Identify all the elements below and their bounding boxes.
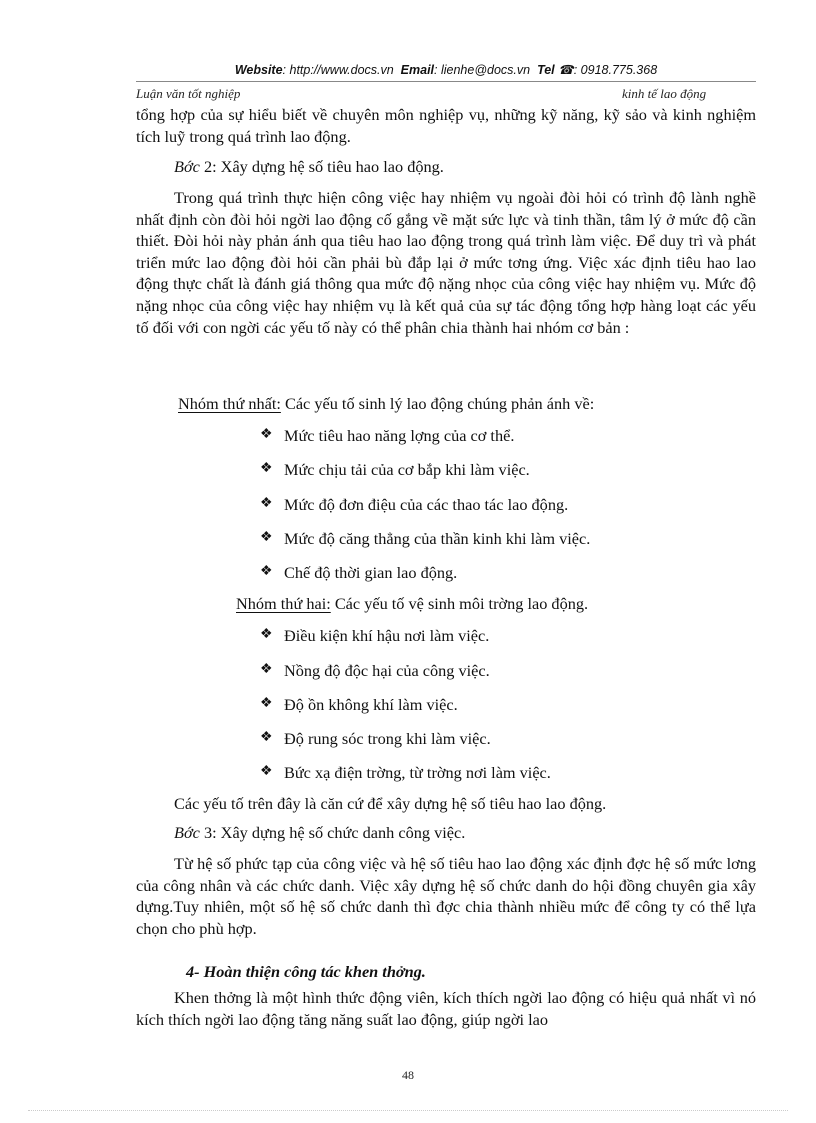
email-value[interactable]: : lienhe@docs.vn — [434, 63, 531, 77]
step-3-text: 3: Xây dựng hệ số chức danh công việc. — [199, 823, 466, 842]
diamond-bullet-icon: ❖ — [260, 496, 273, 511]
list-item: ❖ Bức xạ điện trờng, từ trờng nơi làm việc. — [260, 763, 551, 782]
group-1-label: Nhóm thứ nhất: — [178, 394, 281, 413]
list-item: ❖ Nồng độ độc hại của công việc. — [260, 661, 490, 680]
list-item: ❖ Mức độ căng thẳng của thần kinh khi làm việc. — [260, 529, 591, 548]
website-value[interactable]: : http://www.docs.vn — [282, 63, 394, 77]
phone-icon: ☎ — [558, 63, 574, 77]
paragraph-4: Từ hệ số phức tạp của công việc và hệ số tiêu hao lao động xác định đợc hệ số mức lơng của công nhân và các chức danh. Việc xây dựng hệ số chức danh do hội đồng chuyên gia xây dựng.Tuy nhiên, một số hệ số chức danh thì đợc chia thành nhiều mức để công ty có thể lựa chọn cho phù hợp. — [136, 854, 756, 938]
running-header-right: kinh tế lao động — [622, 86, 707, 101]
email-label: Email — [400, 63, 435, 77]
step-3-label: Bớc — [174, 823, 200, 842]
diamond-bullet-icon: ❖ — [260, 627, 273, 642]
tel-label: Tel — [537, 63, 555, 77]
list-item: ❖ Mức độ đơn điệu của các thao tác lao động. — [260, 495, 569, 514]
website-label: Website — [234, 63, 283, 77]
diamond-bullet-icon: ❖ — [260, 696, 273, 711]
step-2-text: 2: Xây dựng hệ số tiêu hao lao động. — [199, 157, 444, 176]
step-2-heading — [174, 157, 444, 177]
list-item: ❖ Độ rung sóc trong khi làm việc. — [260, 729, 491, 748]
paragraph-5: Khen thởng là một hình thức động viên, kích thích ngời lao động có hiệu quả nhất vì nó kích thích ngời lao động tăng năng suất lao động, giúp ngời lao — [136, 988, 756, 1029]
diamond-bullet-icon: ❖ — [260, 564, 273, 579]
diamond-bullet-icon: ❖ — [260, 427, 273, 442]
diamond-bullet-icon: ❖ — [260, 461, 273, 476]
group-2-text: Các yếu tố vệ sinh môi trờng lao động. — [330, 594, 589, 613]
list-item: ❖ Điều kiện khí hậu nơi làm việc. — [260, 626, 490, 645]
diamond-bullet-icon: ❖ — [260, 530, 273, 545]
group-1-heading — [178, 394, 594, 414]
page-number: 48 — [402, 1068, 414, 1082]
step-2-label: Bớc — [174, 157, 200, 176]
paragraph-4-block — [136, 853, 756, 939]
group-2-heading — [236, 594, 588, 614]
diamond-bullet-icon: ❖ — [260, 730, 273, 745]
list-item: ❖ Độ ồn không khí làm việc. — [260, 695, 458, 714]
tel-value: : 0918.775.368 — [573, 63, 658, 77]
group-1-text: Các yếu tố sinh lý lao động chúng phản ánh về: — [280, 394, 595, 413]
header-divider — [136, 81, 756, 82]
page-body — [136, 104, 756, 147]
running-header-left: Luận văn tốt nghiệp — [136, 86, 241, 101]
page-bottom-border — [28, 1110, 788, 1111]
step-3-heading — [174, 823, 465, 843]
list-item: ❖ Mức tiêu hao năng lợng của cơ thể. — [260, 426, 515, 445]
list-item: ❖ Mức chịu tải của cơ bắp khi làm việc. — [260, 460, 530, 479]
site-header — [136, 62, 756, 77]
paragraph-2: Trong quá trình thực hiện công việc hay nhiệm vụ ngoài đòi hỏi có trình độ lành nghề nhất định còn đòi hỏi ngời lao động cố gắng về mặt sức lực và tinh thần, tâm lý ở mức độ cần thiết. Đòi hỏi này phản ánh qua tiêu hao lao động trong quá trình làm việc. Để duy trì và phát triển mức lao động đòi hỏi cần phải bù đắp lại ở mức tơng ứng. Việc xác định tiêu hao lao động thực chất là đánh giá thông qua mức độ nặng nhọc của công việc hay nhiệm vụ. Mức độ nặng nhọc của công việc hay nhiệm vụ là kết quả của sự tác động tổng hợp hàng loạt các yếu tố đối với con ngời các yếu tố này có thể phân chia thành hai nhóm cơ bản : — [136, 188, 756, 337]
diamond-bullet-icon: ❖ — [260, 764, 273, 779]
paragraph-2-block — [136, 187, 756, 338]
group-2-label: Nhóm thứ hai: — [236, 594, 331, 613]
section-4-title: 4- Hoàn thiện công tác khen thởng. — [186, 962, 426, 981]
paragraph-1: tổng hợp của sự hiểu biết về chuyên môn nghiệp vụ, những kỹ năng, kỹ sảo và kinh nghiệm tích luỹ trong quá trình lao động. — [136, 105, 756, 146]
diamond-bullet-icon: ❖ — [260, 662, 273, 677]
list-item: ❖ Chế độ thời gian lao động. — [260, 563, 458, 582]
paragraph-5-block — [136, 987, 756, 1030]
paragraph-3: Các yếu tố trên đây là căn cứ để xây dựng hệ số tiêu hao lao động. — [174, 794, 607, 813]
